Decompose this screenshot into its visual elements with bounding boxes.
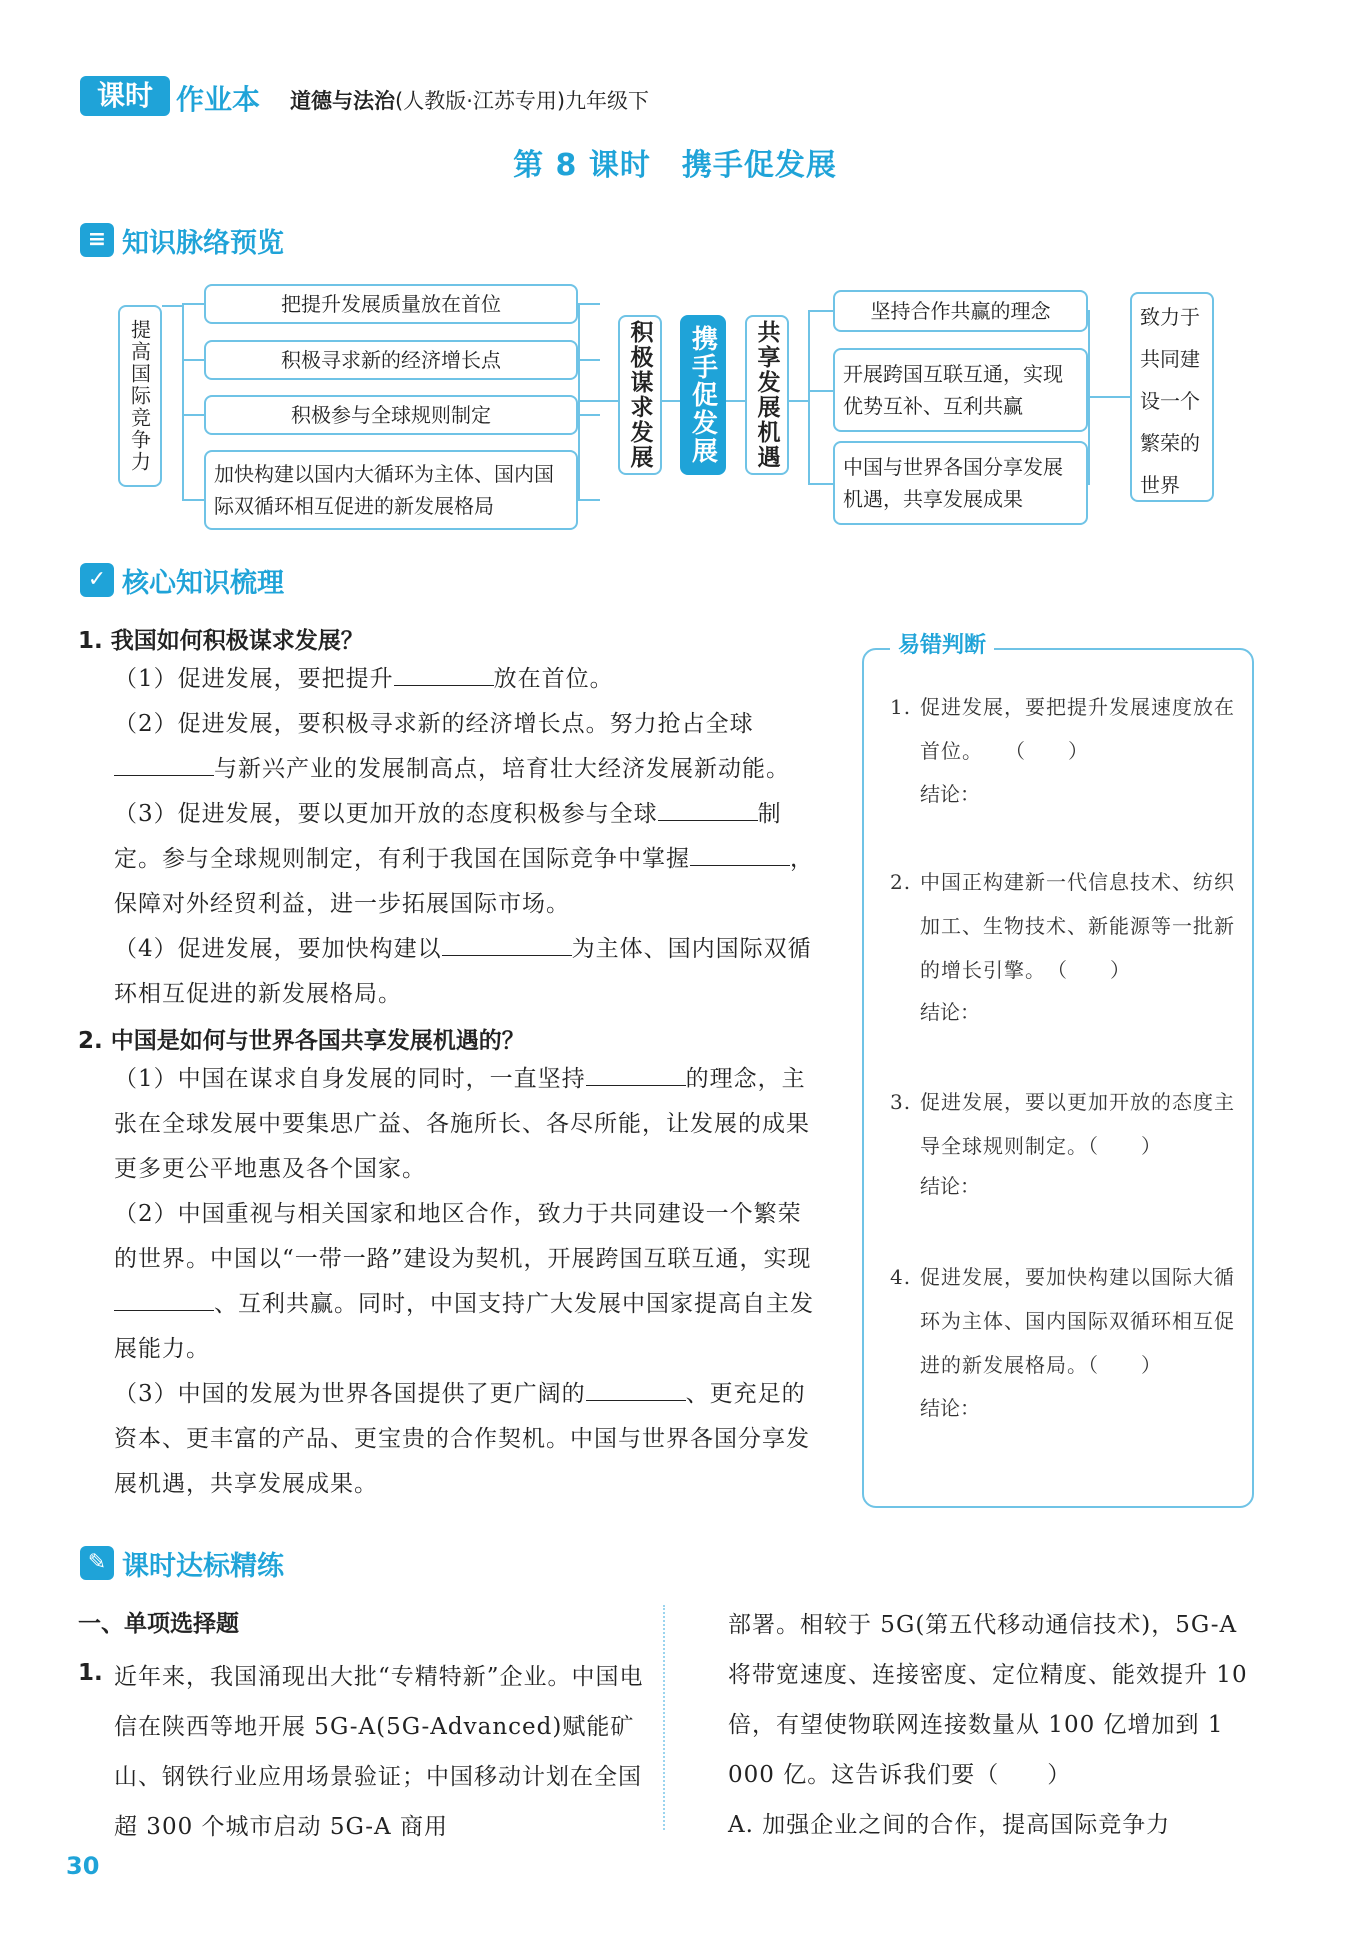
mindmap-right-goal: 致力于共同建设一个繁荣的世界 bbox=[1130, 292, 1214, 502]
edition-label: (人教版·江苏专用)九年级下 bbox=[395, 89, 650, 113]
mindmap-right-item: 坚持合作共赢的理念 bbox=[833, 290, 1088, 332]
core-q1-item-4: （4）促进发展，要加快构建以 为主体、国内国际双循环相互促进的新发展格局。 bbox=[114, 927, 824, 1017]
page-number: 30 bbox=[66, 1852, 100, 1880]
column-divider bbox=[663, 1605, 665, 1830]
mindmap-left-branch: 积极谋求发展 bbox=[618, 315, 662, 475]
section-preview-header bbox=[80, 220, 284, 260]
question-type-label: 一、单项选择题 bbox=[78, 1611, 239, 1637]
judgment-item bbox=[890, 1080, 1240, 1168]
pencil-icon: ✎ bbox=[80, 1546, 114, 1580]
error-judgment-title: 易错判断 bbox=[890, 628, 994, 659]
practice-question-number: 1. bbox=[78, 1660, 103, 1686]
core-q2-item-2: （2）中国重视与相关国家和地区合作，致力于共同建设一个繁荣的世界。中国以“一带一路”建设为契机，开展跨国互联互通，实现、互利共赢。同时，中国支持广大发展中国家提高自主发展能力。 bbox=[114, 1201, 814, 1362]
judgment-item bbox=[890, 1255, 1240, 1387]
judgment-item-number: 2. bbox=[890, 870, 912, 894]
subject-label: 道德与法治 bbox=[290, 89, 395, 113]
practice-option-a: A. 加强企业之间的合作，提高国际竞争力 bbox=[728, 1812, 1171, 1838]
judgment-item bbox=[890, 685, 1240, 773]
mindmap-left-goal: 提高国际竞争力 bbox=[118, 305, 162, 487]
core-q1-item-3: （3）促进发展，要以更加开放的态度积极参与全球 制定。参与全球规则制定，有利于我国在国际竞争中掌握 ，保障对外经贸利益，进一步拓展国际市场。 bbox=[114, 792, 824, 927]
mindmap-left-item: 把提升发展质量放在首位 bbox=[204, 284, 578, 324]
section-core-header bbox=[80, 560, 284, 600]
checkbox-icon: ✓ bbox=[80, 563, 114, 597]
section-practice-title: 课时达标精练 bbox=[122, 1550, 284, 1582]
mindmap-right-branch: 共享发展机遇 bbox=[745, 315, 789, 475]
layers-icon: ≡ bbox=[80, 223, 114, 257]
section-preview-title: 知识脉络预览 bbox=[122, 227, 284, 259]
core-q2-item-3: （3）中国的发展为世界各国提供了更广阔的 、更充足的资本、更丰富的产品、更宝贵的合作契机。中国与世界各国分享发展机遇，共享发展成果。 bbox=[114, 1372, 824, 1507]
mindmap-center: 携手促发展 bbox=[680, 315, 726, 475]
judgment-item bbox=[890, 860, 1240, 992]
core-q1-item-1: （1）促进发展，要把提升 放在首位。 bbox=[114, 657, 824, 702]
core-q2-item-1: （1）中国在谋求自身发展的同时，一直坚持 的理念，主张在全球发展中要集思广益、各施所长、各尽所能，让发展的成果更多更公平地惠及各个国家。 bbox=[114, 1057, 824, 1192]
mindmap-left-item: 积极寻求新的经济增长点 bbox=[204, 340, 578, 380]
mindmap-right-item: 开展跨国互联互通，实现优势互补、互利共赢 bbox=[833, 348, 1088, 432]
book-title bbox=[290, 85, 649, 115]
core-q1-item-2: （2）促进发展，要积极寻求新的经济增长点。努力抢占全球与新兴产业的发展制高点，培育壮大经济发展新动能。 bbox=[114, 711, 790, 782]
practice-question-right: 部署。相较于 5G(第五代移动通信技术)，5G-A 将带宽速度、连接密度、定位精度、能效提升 10 倍，有望使物联网连接数量从 100 亿增加到 1 000 亿。这告诉我们要（ ） bbox=[728, 1612, 1248, 1788]
section-practice-header bbox=[80, 1543, 284, 1583]
judgment-item-number: 1. bbox=[890, 695, 912, 719]
section-core-title: 核心知识梳理 bbox=[122, 567, 284, 599]
mindmap-right-item: 中国与世界各国分享发展机遇，共享发展成果 bbox=[833, 441, 1088, 525]
judgment-item-text: 促进发展，要以更加开放的态度主导全球规则制定。（ ） bbox=[920, 1090, 1235, 1158]
lesson-title: 第 8 课时 携手促发展 bbox=[513, 148, 837, 183]
judgment-item-text: 促进发展，要把提升发展速度放在首位。 （ ） bbox=[920, 695, 1235, 763]
judgment-item-text: 中国正构建新一代信息技术、纺织加工、生物技术、新能源等一批新的增长引擎。 （ ） bbox=[920, 870, 1235, 982]
brand-name: 作业本 bbox=[176, 83, 261, 116]
practice-question-left: 近年来，我国涌现出大批“专精特新”企业。中国电信在陕西等地开展 5G-A(5G-Advanced)赋能矿山、钢铁行业应用场景验证；中国移动计划在全国超 300 个城市启动 5G-A 商用 bbox=[114, 1664, 644, 1840]
judgment-item-number: 4. bbox=[890, 1265, 912, 1289]
judgment-item-text: 促进发展，要加快构建以国际大循环为主体、国内国际双循环相互促进的新发展格局。（ ） bbox=[920, 1265, 1235, 1377]
core-question-2: 2. 中国是如何与世界各国共享发展机遇的？ bbox=[78, 1028, 525, 1054]
judgment-conclusion: 结论： bbox=[920, 1396, 980, 1420]
mindmap-left-item: 积极参与全球规则制定 bbox=[204, 395, 578, 435]
mindmap-left-item: 加快构建以国内大循环为主体、国内国际双循环相互促进的新发展格局 bbox=[204, 450, 578, 530]
judgment-conclusion: 结论： bbox=[920, 1000, 980, 1024]
judgment-conclusion: 结论： bbox=[920, 1174, 980, 1198]
judgment-item-number: 3. bbox=[890, 1090, 912, 1114]
brand-logo: 课时 bbox=[80, 76, 170, 116]
core-question-1: 1. 我国如何积极谋求发展？ bbox=[78, 628, 364, 654]
judgment-conclusion: 结论： bbox=[920, 782, 980, 806]
